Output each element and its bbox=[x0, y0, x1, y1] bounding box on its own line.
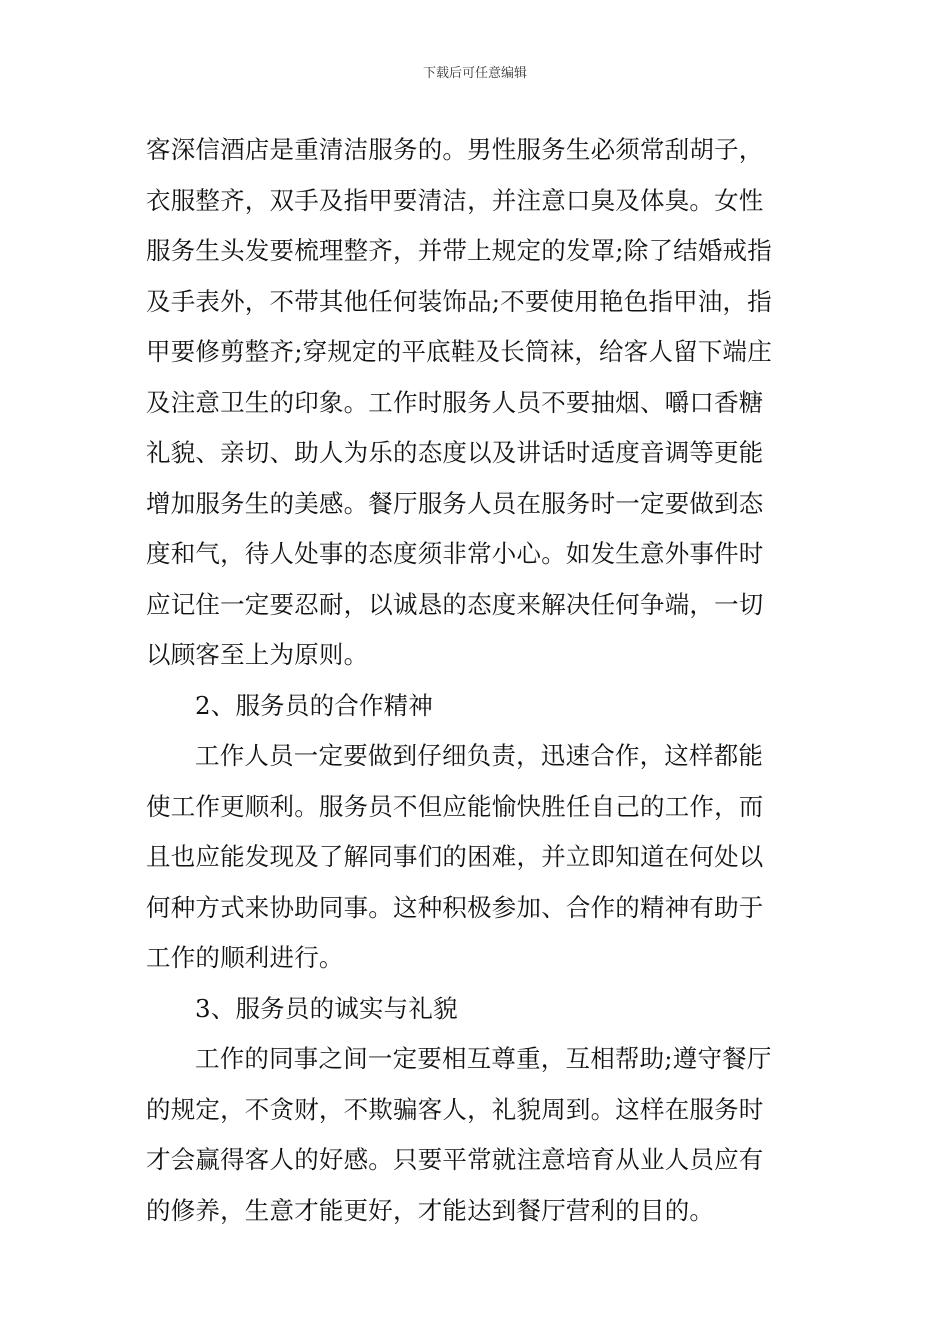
section-heading-cooperation: 2、服务员的合作精神 bbox=[195, 690, 434, 720]
text-line: 衣服整齐，双手及指甲要清洁，并注意口臭及体臭。女性 bbox=[146, 185, 764, 215]
text-line: 工作的同事之间一定要相互尊重，互相帮助;遵守餐厅 bbox=[195, 1044, 772, 1073]
text-line: 的规定，不贪财，不欺骗客人，礼貌周到。这样在服务时 bbox=[146, 1094, 764, 1124]
text-line: 且也应能发现及了解同事们的困难，并立即知道在何处以 bbox=[146, 842, 764, 871]
document-body bbox=[146, 125, 806, 1236]
text-line: 及注意卫生的印象。工作时服务人员不要抽烟、嚼口香糖 bbox=[146, 387, 764, 417]
text-line: 才会赢得客人的好感。只要平常就注意培育从业人员应有 bbox=[146, 1145, 764, 1174]
text-line: 的修养，生意才能更好，才能达到餐厅营利的目的。 bbox=[146, 1195, 715, 1225]
text-line: 度和气，待人处事的态度须非常小心。如发生意外事件时 bbox=[146, 539, 764, 568]
section-heading-honesty: 3、服务员的诚实与礼貌 bbox=[195, 993, 458, 1023]
text-line: 甲要修剪整齐;穿规定的平底鞋及长筒袜，给客人留下端庄 bbox=[146, 337, 772, 366]
text-line: 增加服务生的美感。餐厅服务人员在服务时一定要做到态 bbox=[146, 488, 764, 518]
text-line: 服务生头发要梳理整齐，并带上规定的发罩;除了结婚戒指 bbox=[146, 236, 772, 265]
text-line: 使工作更顺利。服务员不但应能愉快胜任自己的工作，而 bbox=[146, 791, 764, 821]
text-line: 工作人员一定要做到仔细负责，迅速合作，这样都能 bbox=[195, 741, 764, 770]
text-line: 及手表外，不带其他任何装饰品;不要使用艳色指甲油，指 bbox=[146, 286, 772, 316]
text-line: 礼貌、亲切、助人为乐的态度以及讲话时适度音调等更能 bbox=[146, 438, 764, 467]
text-line: 客深信酒店是重清洁服务的。男性服务生必须常刮胡子， bbox=[146, 135, 764, 164]
text-line: 何种方式来协助同事。这种积极参加、合作的精神有助于 bbox=[146, 892, 764, 922]
text-line: 工作的顺利进行。 bbox=[146, 943, 344, 972]
page-header: 下载后可任意编辑 bbox=[422, 66, 527, 81]
text-line: 应记住一定要忍耐，以诚恳的态度来解决任何争端，一切 bbox=[146, 589, 764, 619]
text-line: 以顾客至上为原则。 bbox=[146, 640, 369, 669]
